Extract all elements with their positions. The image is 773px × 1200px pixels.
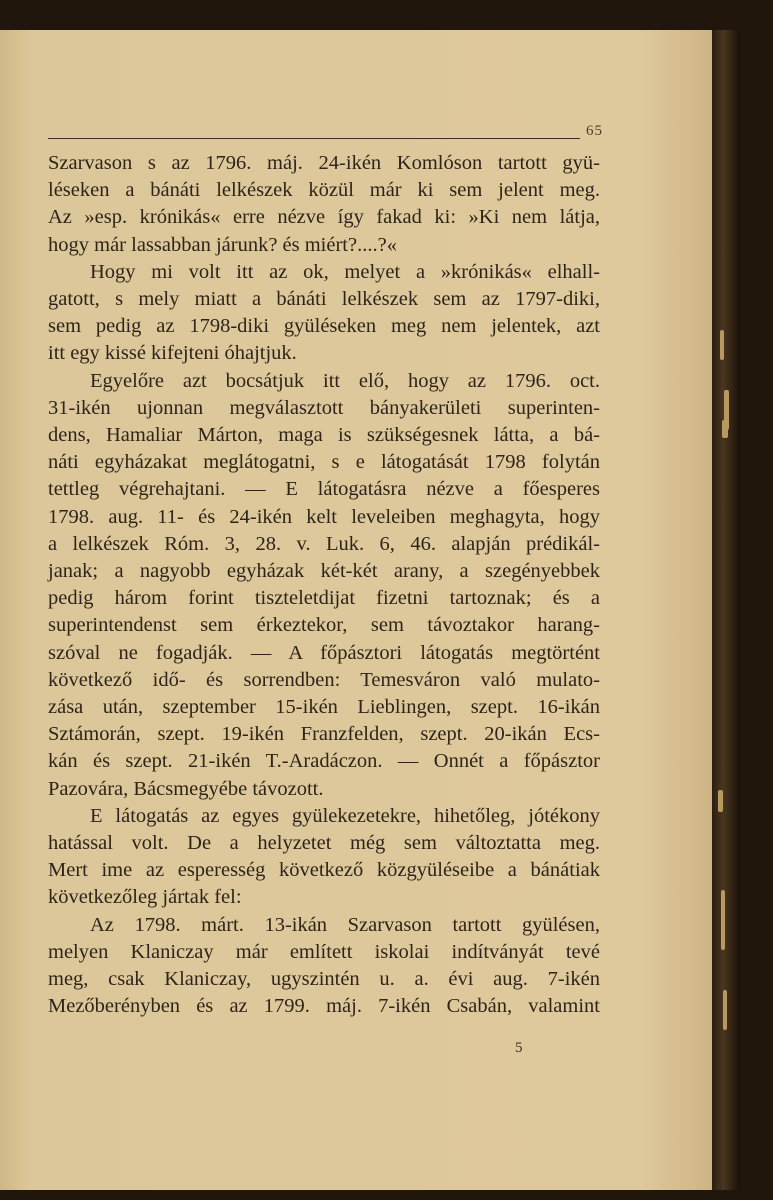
header-rule: [48, 138, 580, 139]
edge-mark: [718, 790, 723, 812]
text-line: kán és szept. 21-ikén T.-Aradáczon. — Onnét a főpásztor: [48, 750, 600, 773]
edge-mark: [723, 990, 727, 1030]
text-line: Az »esp. krónikás« erre nézve így fakad ki: »Ki nem látja,: [48, 206, 600, 229]
text-line: dens, Hamaliar Márton, maga is szükségesnek látta, a bá-: [48, 424, 600, 447]
text-line: Az 1798. márt. 13-ikán Szarvason tartott gyülésen,: [90, 913, 600, 936]
text-line: hatással volt. De a helyzetet még sem változtatta meg.: [48, 832, 600, 855]
text-line: superintendenst sem érkeztekor, sem távoztakor harang-: [48, 614, 600, 637]
text-line: náti egyházakat meglátogatni, s e látogatását 1798 folytán: [48, 451, 600, 474]
text-line: következőleg jártak fel:: [48, 886, 242, 909]
printer-signature-mark: 5: [515, 1040, 523, 1056]
text-line: Mezőberényben és az 1799. máj. 7-ikén Csabán, valamint: [48, 995, 600, 1018]
edge-mark: [720, 330, 724, 360]
text-line: a lelkészek Róm. 3, 28. v. Luk. 6, 46. alapján prédikál-: [48, 532, 600, 555]
page-number: 65: [586, 123, 603, 139]
text-line: Sztámorán, szept. 19-ikén Franzfelden, szept. 20-ikán Ecs-: [48, 723, 600, 746]
text-line: szóval ne fogadják. — A főpásztori látogatás megtörtént: [48, 641, 600, 664]
text-line: Pazovára, Bácsmegyébe távozott.: [48, 777, 324, 800]
text-line: Hogy mi volt itt az ok, melyet a »krónikás« elhall-: [90, 260, 600, 283]
text-line: zása után, szeptember 15-ikén Lieblingen, szept. 16-ikán: [48, 696, 600, 719]
text-line: itt egy kissé kifejteni óhajtjuk.: [48, 342, 297, 365]
text-line: gatott, s mely miatt a bánáti lelkészek sem az 1797-diki,: [48, 288, 600, 311]
text-line: meg, csak Klaniczay, ugyszintén u. a. évi aug. 7-ikén: [48, 968, 600, 991]
text-line: Szarvason s az 1796. máj. 24-ikén Komlóson tartott gyü-: [48, 152, 600, 174]
text-line: következő idő- és sorrendben: Temesváron való mulato-: [48, 668, 600, 691]
text-line: Egyelőre azt bocsátjuk itt elő, hogy az 1796. oct.: [90, 369, 600, 392]
edge-mark: [722, 420, 728, 438]
book-page-edge: [712, 30, 740, 1190]
text-line: Mert ime az esperesség következő közgyüléseibe a bánátiak: [48, 859, 600, 882]
text-line: hogy már lassabban járunk? és miért?....?«: [48, 233, 397, 256]
text-line: pedig három forint tiszteletdijat fizetni tartoznak; és a: [48, 587, 600, 610]
text-line: 31-ikén ujonnan megválasztott bányakerületi superinten-: [48, 396, 600, 419]
text-line: sem pedig az 1798-diki gyüléseken meg nem jelentek, azt: [48, 315, 600, 338]
text-line: melyen Klaniczay már említett iskolai indítványát tevé: [48, 940, 600, 963]
text-line: E látogatás az egyes gyülekezetekre, hihetőleg, jótékony: [90, 804, 600, 827]
edge-mark: [721, 890, 725, 950]
text-line: tettleg végrehajtani. — E látogatásra nézve a főesperes: [48, 478, 600, 501]
page-body-text: [48, 150, 600, 1021]
text-line: 1798. aug. 11- és 24-ikén kelt leveleiben meghagyta, hogy: [48, 505, 600, 528]
text-line: léseken a bánáti lelkészek közül már ki sem jelent meg.: [48, 179, 600, 202]
text-line: janak; a nagyobb egyházak két-két arany, a szegényebbek: [48, 560, 600, 583]
